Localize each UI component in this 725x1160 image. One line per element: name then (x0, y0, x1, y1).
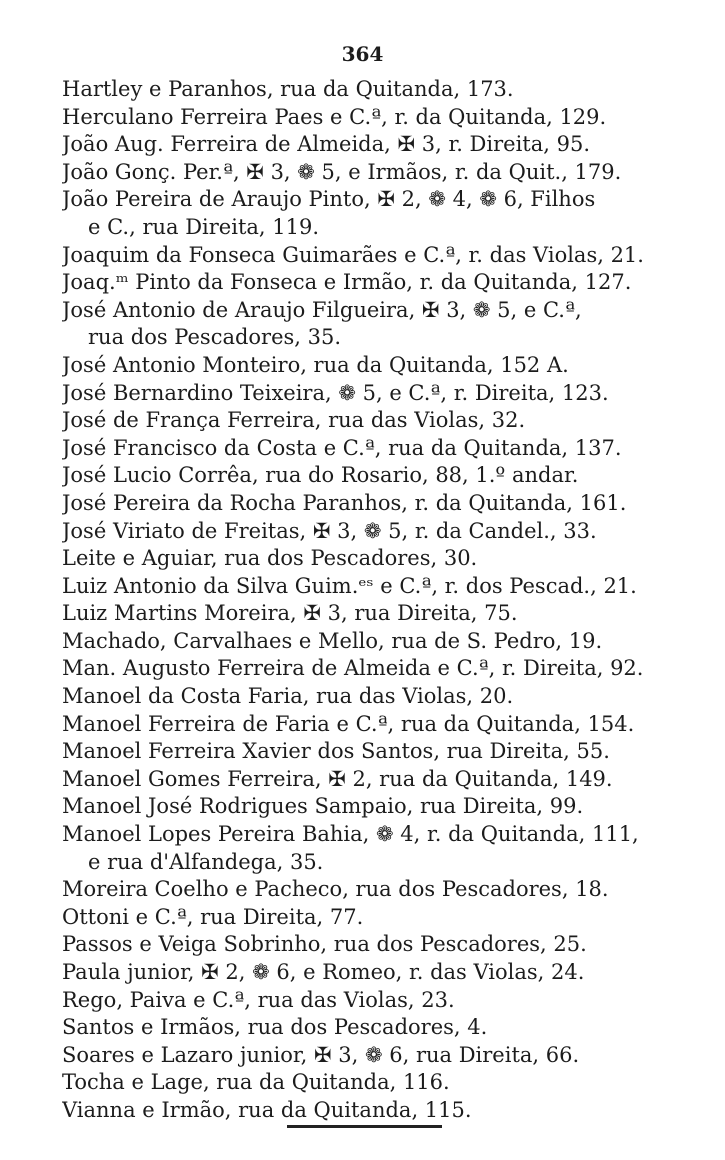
entry-text: Joaquim da Fonseca Guimarães e C.ª, r. das Violas, 21. (62, 242, 644, 267)
entry-text: José Pereira da Rocha Paranhos, r. da Quitanda, 161. (62, 490, 627, 515)
entry-text: Soares e Lazaro junior, ✠ 3, ❁ 6, rua Direita, 66. (62, 1042, 580, 1067)
entry-text: Moreira Coelho e Pacheco, rua dos Pescadores, 18. (62, 877, 609, 902)
directory-entry (62, 76, 672, 104)
directory-entry (62, 186, 672, 241)
directory-entry (62, 490, 672, 518)
entry-text: Santos e Irmãos, rua dos Pescadores, 4. (62, 1015, 488, 1040)
directory-entry (62, 683, 672, 711)
entry-continuation: rua dos Pescadores, 35. (88, 325, 342, 350)
directory-entry (62, 711, 672, 739)
entry-text: Luiz Martins Moreira, ✠ 3, rua Direita, 75. (62, 601, 518, 626)
directory-entry (62, 987, 672, 1015)
directory-entry (62, 159, 672, 187)
directory-entry (62, 242, 672, 270)
entry-text: José de França Ferreira, rua das Violas, 32. (62, 408, 526, 433)
directory-entry (62, 545, 672, 573)
entry-text: Luiz Antonio da Silva Guim.ᵉˢ e C.ª, r. dos Pescad., 21. (62, 573, 637, 598)
directory-entry (62, 297, 672, 352)
directory-entry (62, 655, 672, 683)
entry-text: Ottoni e C.ª, rua Direita, 77. (62, 904, 364, 929)
entry-text: Manoel Ferreira Xavier dos Santos, rua Direita, 55. (62, 739, 610, 764)
directory-entry (62, 821, 672, 876)
closing-rule (287, 1125, 442, 1128)
entry-continuation: e C., rua Direita, 119. (88, 214, 320, 239)
entry-text: José Lucio Corrêa, rua do Rosario, 88, 1.º andar. (62, 463, 579, 488)
directory-entry (62, 876, 672, 904)
directory-entry (62, 462, 672, 490)
entry-text: Manoel da Costa Faria, rua das Violas, 20. (62, 684, 514, 709)
entry-text: Herculano Ferreira Paes e C.ª, r. da Quitanda, 129. (62, 104, 607, 129)
entry-text: João Aug. Ferreira de Almeida, ✠ 3, r. Direita, 95. (62, 132, 590, 157)
directory-entry (62, 435, 672, 463)
entry-text: José Viriato de Freitas, ✠ 3, ❁ 5, r. da Candel., 33. (62, 518, 597, 543)
entry-text: Manoel Ferreira de Faria e C.ª, rua da Quitanda, 154. (62, 711, 635, 736)
directory-entry (62, 1042, 672, 1070)
entry-continuation: e rua d'Alfandega, 35. (88, 849, 324, 874)
entry-text: Leite e Aguiar, rua dos Pescadores, 30. (62, 546, 478, 571)
entry-text: Hartley e Paranhos, rua da Quitanda, 173. (62, 77, 514, 101)
entry-text: Vianna e Irmão, rua da Quitanda, 115. (62, 1097, 472, 1122)
directory-entry (62, 959, 672, 987)
directory-entry (62, 380, 672, 408)
entry-text: João Pereira de Araujo Pinto, ✠ 2, ❁ 4, ❁ 6, Filhos (62, 187, 596, 212)
entry-text: Manoel José Rodrigues Sampaio, rua Direita, 99. (62, 794, 584, 819)
directory-entry (62, 407, 672, 435)
entry-text: Tocha e Lage, rua da Quitanda, 116. (62, 1070, 450, 1095)
entry-text: Joaq.ᵐ Pinto da Fonseca e Irmão, r. da Quitanda, 127. (62, 270, 632, 295)
directory-entry (62, 1069, 672, 1097)
directory-entry (62, 1097, 672, 1125)
entry-text: João Gonç. Per.ª, ✠ 3, ❁ 5, e Irmãos, r. da Quit., 179. (62, 159, 622, 184)
entry-text: Passos e Veiga Sobrinho, rua dos Pescadores, 25. (62, 932, 587, 957)
entry-text: Manoel Lopes Pereira Bahia, ❁ 4, r. da Quitanda, 111, (62, 822, 639, 847)
directory-entry (62, 628, 672, 656)
directory-entry (62, 793, 672, 821)
entry-text: Paula junior, ✠ 2, ❁ 6, e Romeo, r. das Violas, 24. (62, 960, 585, 984)
entry-text: Machado, Carvalhaes e Mello, rua de S. Pedro, 19. (62, 628, 603, 653)
directory-entry (62, 904, 672, 932)
entry-text: José Antonio Monteiro, rua da Quitanda, 152 A. (62, 352, 569, 377)
entry-text: Man. Augusto Ferreira de Almeida e C.ª, r. Direita, 92. (62, 656, 644, 681)
directory-entry (62, 518, 672, 546)
directory-entry (62, 766, 672, 794)
directory-list (62, 76, 672, 1125)
directory-entry (62, 600, 672, 628)
entry-text: José Bernardino Teixeira, ❁ 5, e C.ª, r. Direita, 123. (62, 380, 609, 405)
entry-text: José Antonio de Araujo Filgueira, ✠ 3, ❁ 5, e C.ª, (62, 297, 582, 322)
directory-entry (62, 352, 672, 380)
directory-entry (62, 131, 672, 159)
entry-text: Manoel Gomes Ferreira, ✠ 2, rua da Quitanda, 149. (62, 766, 613, 791)
directory-entry (62, 269, 672, 297)
entry-text: José Francisco da Costa e C.ª, rua da Quitanda, 137. (62, 435, 622, 460)
directory-entry (62, 573, 672, 601)
directory-entry (62, 104, 672, 132)
directory-entry (62, 1014, 672, 1042)
entry-text: Rego, Paiva e C.ª, rua das Violas, 23. (62, 987, 455, 1012)
directory-entry (62, 931, 672, 959)
directory-entry (62, 738, 672, 766)
page-number: 364 (341, 42, 384, 66)
